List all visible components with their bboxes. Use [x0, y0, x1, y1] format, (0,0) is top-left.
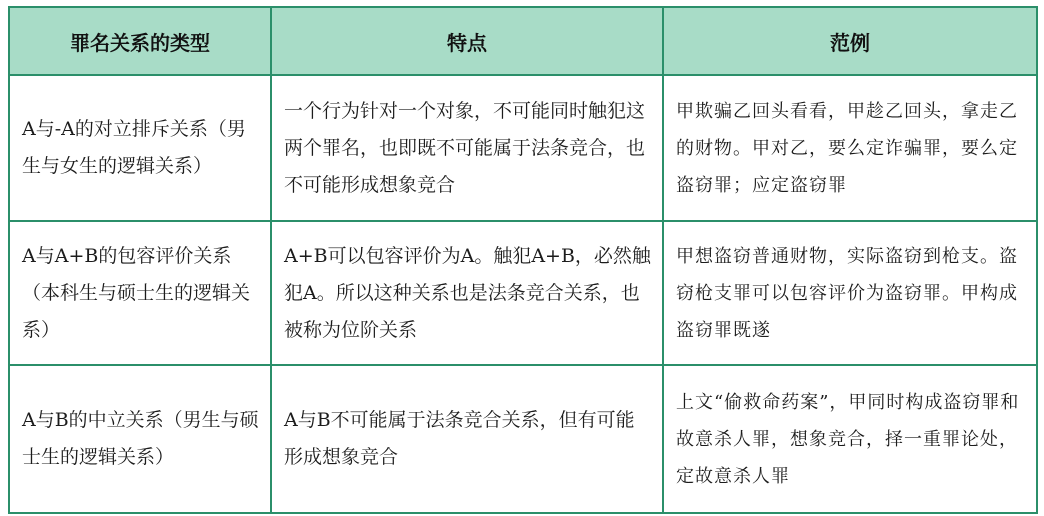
- cell-feature: A与B不可能属于法条竞合关系，但有可能形成想象竞合: [271, 365, 663, 513]
- cell-relation-type: A与-A的对立排斥关系（男生与女生的逻辑关系）: [9, 75, 271, 221]
- header-example: 范例: [663, 7, 1037, 75]
- cell-example: 甲想盗窃普通财物，实际盗窃到枪支。盗窃枪支罪可以包容评价为盗窃罪。甲构成盗窃罪既遂: [663, 221, 1037, 365]
- relation-types-table: [8, 6, 1038, 514]
- cell-feature: 一个行为针对一个对象，不可能同时触犯这两个罪名，也即既不可能属于法条竞合，也不可能形成想象竞合: [271, 75, 663, 221]
- table-row: [9, 365, 1037, 513]
- cell-relation-type: A与B的中立关系（男生与硕士生的逻辑关系）: [9, 365, 271, 513]
- cell-example: 甲欺骗乙回头看看，甲趁乙回头，拿走乙的财物。甲对乙，要么定诈骗罪，要么定盗窃罪；应定盗窃罪: [663, 75, 1037, 221]
- table-header-row: [9, 7, 1037, 75]
- cell-feature: A+B可以包容评价为A。触犯A+B，必然触犯A。所以这种关系也是法条竞合关系，也被称为位阶关系: [271, 221, 663, 365]
- header-relation-type: 罪名关系的类型: [9, 7, 271, 75]
- cell-example: 上文“偷救命药案”，甲同时构成盗窃罪和故意杀人罪，想象竞合，择一重罪论处，定故意杀人罪: [663, 365, 1037, 513]
- header-feature: 特点: [271, 7, 663, 75]
- table-row: [9, 75, 1037, 221]
- cell-relation-type: A与A+B的包容评价关系（本科生与硕士生的逻辑关系）: [9, 221, 271, 365]
- table-row: [9, 221, 1037, 365]
